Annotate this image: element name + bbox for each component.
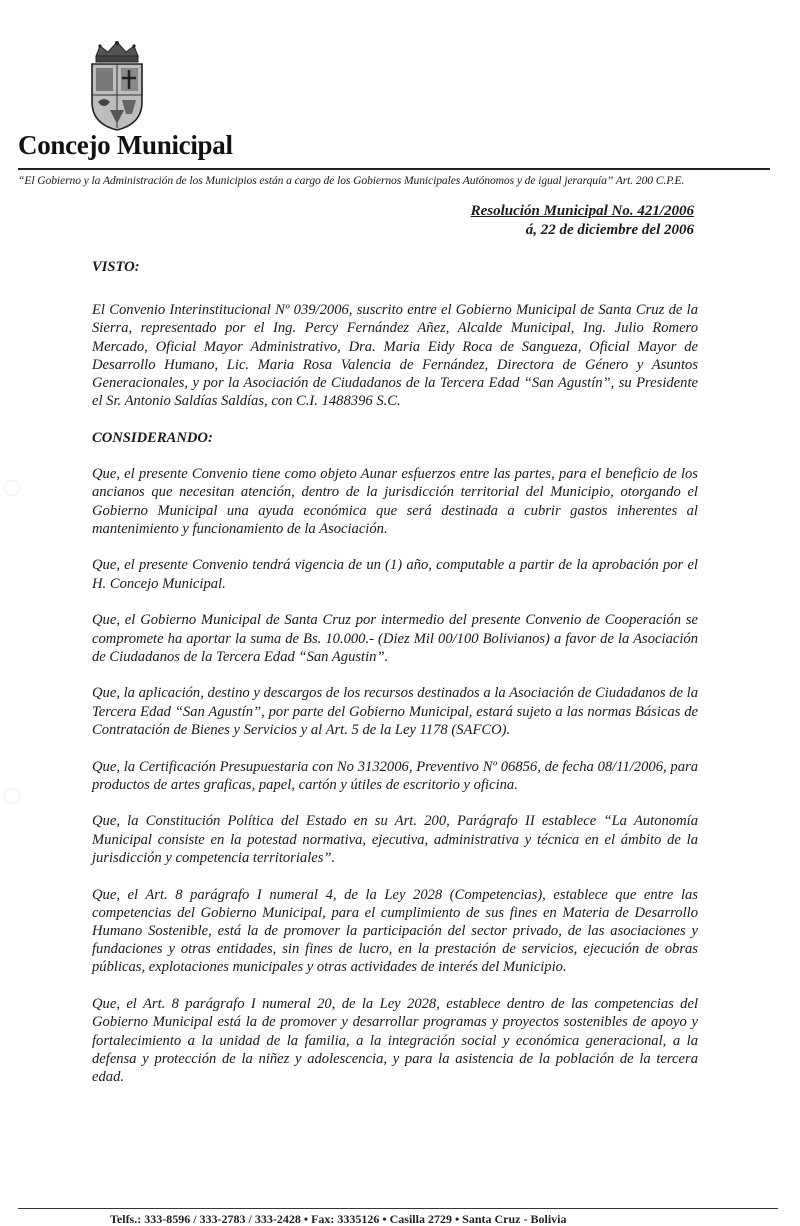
document-body [92,258,698,1105]
org-name-heading: Concejo Municipal [18,130,233,160]
considerando-paragraph-3: Que, el Gobierno Municipal de Santa Cruz por intermedio del presente Convenio de Cooperación se compromete ha aportar la suma de Bs. 10.000.- (Diez Mil 00/100 Bolivianos) a favor de la Asociación de Ciudadanos de la Tercera Edad “San Agustin”. [92,612,698,665]
considerando-paragraph-7: Que, el Art. 8 parágrafo I numeral 4, de la Ley 2028 (Competencias), establece que entre las competencias del Gobierno Municipal, para el cumplimiento de sus fines en Materia de Desarrollo Humano Sostenible, está la de promover la participación del sector privado, de las asociaciones y fundaciones y otras entidades, sin fines de lucro, en la prestación de servicios, ejecución de obras públicas, explotaciones municipales y otras actividades de interés del Municipio. [92,886,698,976]
considerando-paragraph-1: Que, el presente Convenio tiene como objeto Aunar esfuerzos entre las partes, para el beneficio de los ancianos que necesitan atención, dentro de la jurisdicción territorial del Municipio, otorgando el Gobierno Municipal una ayuda económica que será destinada a cubrir gastos inherentes al mantenimiento y funcionamiento de la Asociación. [92,466,698,537]
considerando-paragraph-6: Que, la Constitución Política del Estado en su Art. 200, Parágrafo II establece “La Autonomía Municipal consiste en la potestad normativa, ejecutiva, administrativa y técnica en el ámbito de la jurisdicción y competencia territoriales”. [92,813,698,866]
considerando-paragraph-8: Que, el Art. 8 parágrafo I numeral 20, de la Ley 2028, establece dentro de las competencias del Gobierno Municipal está la de promover y desarrollar programas y proyectos sostenibles de apoyo y fortalecimiento a la unidad de la familia, a la integración social y económica generacional, a la defensa y protección de la niñez y adolescencia, y para la asistencia de la población de la tercera edad. [92,996,698,1085]
punch-hole-mark [4,788,20,804]
considerando-paragraph-5: Que, la Certificación Presupuestaria con No 3132006, Preventivo Nº 06856, de fecha 08/11/2006, para productos de artes graficas, papel, cartón y útiles de escritorio y oficina. [92,758,698,793]
constitution-motto: “El Gobierno y la Administración de los Municipios están a cargo de los Gobiernos Municipales Autónomos y de igual jerarquía” Art. 200 C.P.E. [18,174,685,187]
shield-icon [92,64,142,130]
footer-contact: Telfs.: 333-8596 / 333-2783 / 333-2428 • Fax: 3335126 • Casilla 2729 • Santa Cruz - Bolivia [110,1212,567,1226]
punch-hole-mark [4,480,20,496]
visto-paragraph: El Convenio Interinstitucional Nº 039/2006, suscrito entre el Gobierno Municipal de Santa Cruz de la Sierra, representado por el Ing. Percy Fernández Añez, Alcalde Municipal, Ing. Julio Romero Mercado, Oficial Mayor Administrativo, Dra. Maria Eidy Roca de Sangueza, Oficial Mayor de Desarrollo Humano, Lic. Maria Rosa Valencia de Fernández, Directora de Género y Asuntos Generacionales, y por la Asociación de Ciudadanos de la Tercera Edad “San Agustín”, su Presidente el Sr. Antonio Saldías Saldías, con C.I. 1488396 S.C. [92,302,698,410]
considerando-paragraph-4: Que, la aplicación, destino y descargos de los recursos destinados a la Asociación de Ciudadanos de la Tercera Edad “San Agustín”, por parte del Gobierno Municipal, estará sujeto a las normas Básicas de Contratación de Bienes y Servicios y al Art. 5 de la Ley 1178 (SAFCO). [92,685,698,738]
considerando-paragraph-2: Que, el presente Convenio tendrá vigencia de un (1) año, computable a partir de la aprobación por el H. Concejo Municipal. [92,557,698,592]
footer-divider [18,1208,778,1209]
crown-icon [96,41,138,62]
resolution-date: á, 22 de diciembre del 2006 [525,222,694,238]
visto-heading: VISTO: [92,259,140,275]
considerando-heading: CONSIDERANDO: [92,429,213,446]
header-divider [18,168,770,170]
coat-of-arms-crest [88,40,146,132]
resolution-number: Resolución Municipal No. 421/2006 [470,203,694,219]
resolution-block [471,202,694,240]
